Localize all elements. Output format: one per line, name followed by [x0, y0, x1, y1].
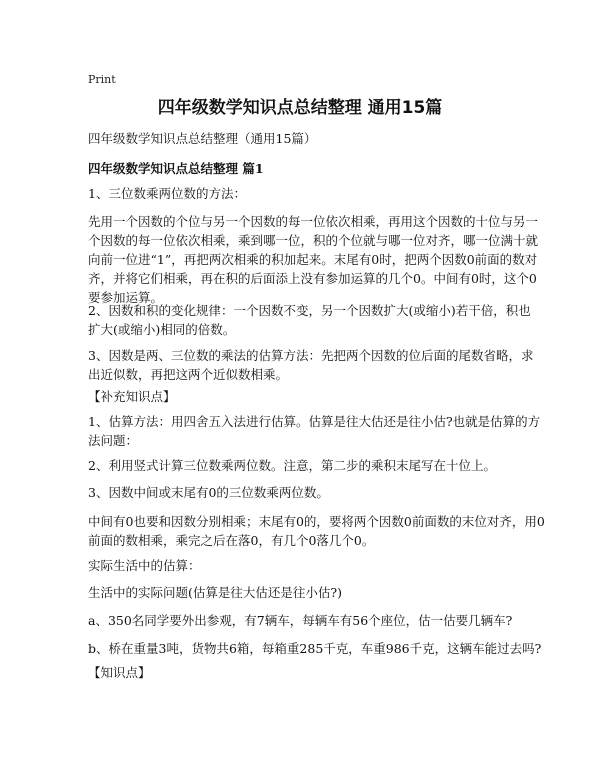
paragraph: [88, 301, 531, 339]
text-line: 1、三位数乘两位数的方法：: [88, 186, 246, 201]
text-line: 中间有0也要和因数分别相乘；末尾有0的，要将两个因数0前面数的末位对齐，用0: [88, 514, 545, 529]
text-line: 向前一位进“1”，再把两次相乘的积加起来。末尾有0时，把两个因数0前面的数对: [88, 252, 538, 267]
paragraph: [88, 412, 540, 450]
text-line: 要参加运算。: [88, 290, 164, 305]
text-line: 2、因数和积的变化规律：一个因数不变，另一个因数扩大(或缩小)若干倍，积也: [88, 303, 531, 318]
text-line: 出近似数，再把这两个近似数相乘。: [88, 367, 289, 382]
text-line: 扩大(或缩小)相同的倍数。: [88, 322, 236, 337]
paragraph: [88, 556, 201, 575]
text-line: 齐，并将它们相乘，再在积的后面添上没有参加运算的几个0。中间有0时，这个0: [88, 271, 537, 286]
paragraph: [88, 639, 541, 658]
paragraph: [88, 663, 151, 682]
text-line: a、350名同学要外出参观，有7辆车，每辆车有56个座位，估一估要几辆车?: [88, 613, 513, 628]
text-line: 【知识点】: [88, 665, 151, 680]
paragraph: [88, 346, 533, 384]
paragraph: [88, 456, 496, 475]
text-line: 3、因数中间或末尾有0的三位数乘两位数。: [88, 485, 329, 500]
text-line: 法问题：: [88, 433, 139, 448]
text-line: 【补充知识点】: [88, 389, 176, 404]
section-heading: 四年级数学知识点总结整理 篇1: [88, 161, 264, 176]
text-line: b、桥在重量3吨，货物共6箱，每箱重285千克，车重986千克，这辆车能过去吗?: [88, 641, 542, 656]
paragraph: [88, 483, 329, 502]
paragraph: [88, 611, 512, 630]
paragraph: [88, 387, 176, 406]
text-line: 先用一个因数的个位与另一个因数的每一位依次相乘，再用这个因数的十位与另一: [88, 214, 539, 229]
text-line: 3、因数是两、三位数的乘法的估算方法：先把两个因数的位后面的尾数省略，求: [88, 348, 534, 363]
page-title: 四年级数学知识点总结整理 通用15篇: [157, 98, 443, 118]
text-line: 实际生活中的估算：: [88, 558, 201, 573]
text-line: 2、利用竖式计算三位数乘两位数。注意，第二步的乘积末尾写在十位上。: [88, 458, 496, 473]
paragraph: [88, 212, 538, 307]
paragraph: [88, 184, 246, 203]
subtitle: 四年级数学知识点总结整理（通用15篇）: [88, 131, 317, 146]
text-line: 生活中的实际问题(估算是往大估还是往小估?): [88, 585, 342, 600]
text-line: 个因数的每一位依次相乘，乘到哪一位，积的个位就与哪一位对齐，哪一位满十就: [88, 233, 539, 248]
paragraph: [88, 512, 545, 550]
paragraph: [88, 583, 342, 602]
print-link[interactable]: Print: [88, 73, 116, 86]
text-line: 1、估算方法：用四舍五入法进行估算。估算是往大估还是往小估?也就是估算的方: [88, 414, 541, 429]
text-line: 前面的数相乘，乘完之后在落0，有几个0落几个0。: [88, 533, 375, 548]
